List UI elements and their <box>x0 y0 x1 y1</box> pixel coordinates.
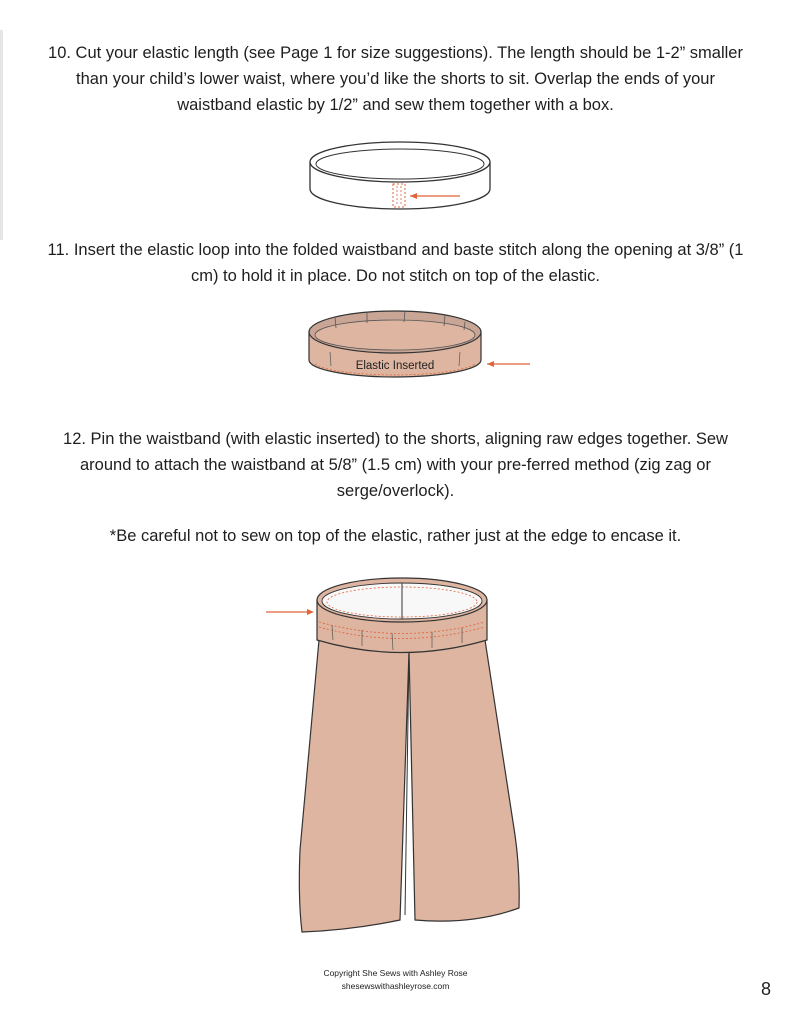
page-edge-line <box>0 30 3 240</box>
elastic-loop-illustration <box>305 134 495 214</box>
page-number: 8 <box>760 979 771 999</box>
elastic-inserted-label: Elastic Inserted <box>355 360 435 372</box>
shorts-illustration <box>262 570 527 945</box>
caution-note: *Be careful not to sew on top of the elastic, rather just at the edge to encase it. <box>109 527 682 545</box>
step-11-text: 11. Insert the elastic loop into the folded waistband and baste stitch along the opening at 3/8” (1 cm) to hold it in place. Do not stitch on top of the elastic. <box>47 241 744 285</box>
folded-waistband-illustration <box>305 302 540 382</box>
step-12-text: 12. Pin the waistband (with elastic inserted) to the shorts, aligning raw edges together. Sew around to attach the waistband at 5/8” (1.5 cm) with your pre-ferred method (zig zag or serge/overlock). <box>63 430 728 500</box>
website-text: shesewswithashleyrose.com <box>341 981 450 991</box>
step-10-text: 10. Cut your elastic length (see Page 1 for size suggestions). The length should be 1-2” smaller than your child’s lower waist, where you’d like the shorts to sit. Overlap the ends of your waistband elastic by 1/2” and sew them together with a box. <box>48 44 743 114</box>
copyright-text: Copyright She Sews with Ashley Rose <box>323 968 468 978</box>
